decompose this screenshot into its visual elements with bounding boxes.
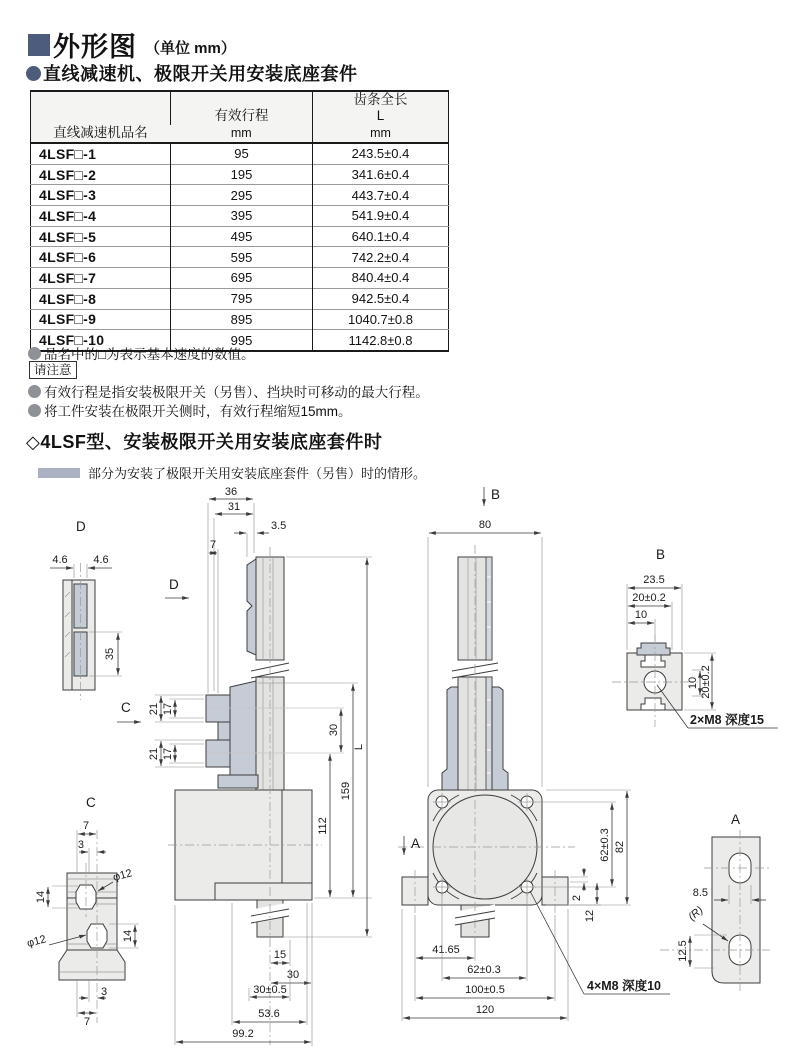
dim-b-20top <box>628 592 672 650</box>
product-name-cell: 4LSF□-2 <box>31 164 171 185</box>
svg-text:41.65: 41.65 <box>432 944 460 956</box>
svg-text:62±0.3: 62±0.3 <box>599 828 611 862</box>
length-cell: 341.6±0.4 <box>313 164 449 185</box>
stroke-cell: 795 <box>171 288 313 309</box>
view-c-label: C <box>86 795 96 810</box>
note-bullet-icon <box>28 404 41 417</box>
svg-text:112: 112 <box>317 817 329 835</box>
col-header-length <box>313 91 449 125</box>
stroke-cell: 895 <box>171 309 313 330</box>
product-name-cell: 4LSF□-6 <box>31 247 171 268</box>
svg-text:17: 17 <box>162 747 174 761</box>
length-cell: 1040.7±0.8 <box>313 309 449 330</box>
stroke-cell: 995 <box>171 330 313 351</box>
front-gib-right <box>492 687 508 790</box>
view-arrow-c <box>117 700 141 722</box>
view-a-label: A <box>731 812 741 827</box>
view-b-label: B <box>656 547 666 562</box>
outline-drawing <box>0 485 792 1062</box>
note-line <box>28 343 255 363</box>
b-tslot-bottom <box>641 698 665 710</box>
table-row <box>31 164 449 185</box>
col-unit-stroke: mm <box>171 125 313 143</box>
svg-text:3.5: 3.5 <box>271 520 287 532</box>
product-name-cell: 4LSF□-9 <box>31 309 171 330</box>
svg-text:3: 3 <box>101 986 108 998</box>
col-unit-length: mm <box>313 125 449 143</box>
svg-text:36: 36 <box>224 486 238 498</box>
svg-text:15: 15 <box>273 949 287 961</box>
table-section-title: 直线减速机、极限开关用安装底座套件 <box>43 64 358 84</box>
svg-text:120: 120 <box>475 1004 495 1016</box>
svg-text:C: C <box>121 700 131 715</box>
dim-c-7bottom <box>77 980 96 1028</box>
dim-main-17b <box>162 744 204 763</box>
svg-text:L: L <box>353 743 365 751</box>
stroke-cell: 495 <box>171 226 313 247</box>
dim-main-112 <box>317 754 330 897</box>
spec-table <box>30 90 449 352</box>
svg-text:10: 10 <box>634 609 648 621</box>
svg-text:14: 14 <box>35 890 47 904</box>
table-row <box>31 268 449 289</box>
note-line <box>28 381 429 401</box>
svg-text:23.5: 23.5 <box>643 574 665 586</box>
note-bullet-icon <box>28 347 41 360</box>
dim-b-10top <box>628 609 655 641</box>
product-name-cell: 4LSF□-1 <box>31 143 171 164</box>
dim-main-7 <box>209 539 218 693</box>
col-header-stroke-label: 有效行程 <box>214 108 269 123</box>
svg-text:21: 21 <box>148 702 160 716</box>
table-row <box>31 247 449 268</box>
length-cell: 243.5±0.4 <box>313 143 449 164</box>
svg-text:4.6: 4.6 <box>52 554 68 566</box>
title-square-icon <box>28 34 50 56</box>
svg-text:30: 30 <box>286 969 300 981</box>
view-front <box>398 487 670 1021</box>
note-text: 有效行程是指安装极限开关（另售）、挡块时可移动的最大行程。 <box>44 385 429 400</box>
front-gib-left <box>442 687 458 790</box>
dim-main-30side <box>328 709 341 752</box>
svg-text:159: 159 <box>340 781 352 801</box>
col-header-length-sub: L <box>376 108 385 123</box>
length-cell: 742.2±0.4 <box>313 247 449 268</box>
dim-main-15 <box>271 940 290 966</box>
spec-table-head <box>31 91 449 143</box>
dim-d-46-right <box>87 554 112 578</box>
length-cell: 541.9±0.4 <box>313 206 449 227</box>
table-row <box>31 143 449 164</box>
page-title: 外形图 <box>53 32 137 62</box>
length-cell: 1142.8±0.8 <box>313 330 449 351</box>
dim-main-30tol <box>249 969 290 1001</box>
length-cell: 942.5±0.4 <box>313 288 449 309</box>
svg-text:10: 10 <box>687 676 699 690</box>
stroke-cell: 595 <box>171 247 313 268</box>
svg-text:4.6: 4.6 <box>93 554 109 566</box>
table-row <box>31 226 449 247</box>
table-row <box>31 309 449 330</box>
svg-text:7: 7 <box>82 820 90 832</box>
svg-text:14: 14 <box>122 929 134 943</box>
col-header-stroke <box>171 91 313 125</box>
dim-c-3top <box>78 839 106 873</box>
col-header-product: 直线减速机品名 <box>31 91 171 143</box>
length-cell: 443.7±0.4 <box>313 185 449 206</box>
svg-text:12.5: 12.5 <box>677 940 689 962</box>
col-header-length-label: 齿条全长 <box>353 92 408 107</box>
page-header <box>28 25 236 64</box>
view-b <box>612 547 778 728</box>
product-name-cell: 4LSF□-5 <box>31 226 171 247</box>
svg-text:φ12: φ12 <box>111 867 134 884</box>
note-text: 将工件安装在极限开关侧时，有效行程缩短15mm。 <box>44 404 352 419</box>
legend-text: 部分为安装了极限开关用安装底座套件（另售）时的情形。 <box>88 466 427 481</box>
svg-text:3: 3 <box>77 839 84 851</box>
table-row <box>31 185 449 206</box>
view-main <box>117 486 372 1046</box>
svg-text:2×M8 深度15: 2×M8 深度15 <box>690 713 764 727</box>
svg-text:21: 21 <box>148 747 160 761</box>
view-d-label: D <box>76 519 86 534</box>
rack-guide-strip <box>247 559 256 655</box>
svg-text:20±0.2: 20±0.2 <box>700 665 712 699</box>
stroke-cell: 95 <box>171 143 313 164</box>
svg-text:80: 80 <box>478 519 492 531</box>
dim-d-46-left <box>50 554 74 578</box>
dim-main-17a <box>162 699 204 718</box>
product-name-cell: 4LSF□-8 <box>31 288 171 309</box>
view-arrow-b <box>484 487 500 506</box>
legend-swatch-icon <box>38 468 80 478</box>
view-arrow-a <box>404 836 420 855</box>
svg-text:30: 30 <box>328 723 340 737</box>
b-rack-cap <box>637 643 670 655</box>
drawing-legend <box>38 463 426 482</box>
stroke-cell: 295 <box>171 185 313 206</box>
view-a <box>660 812 770 991</box>
d-side-plate <box>63 580 72 690</box>
svg-text:17: 17 <box>162 702 174 716</box>
svg-text:99.2: 99.2 <box>232 1028 254 1040</box>
view-arrow-d <box>165 577 189 598</box>
caution-badge: 请注意 <box>29 361 77 379</box>
svg-text:20±0.2: 20±0.2 <box>632 592 666 604</box>
product-name-cell: 4LSF□-3 <box>31 185 171 206</box>
dim-front-12 <box>570 883 601 922</box>
bullet-icon <box>26 66 41 81</box>
b-tslot-top <box>641 655 665 667</box>
switch-mount-base <box>206 681 258 788</box>
svg-text:53.6: 53.6 <box>258 1008 280 1020</box>
svg-text:D: D <box>169 577 179 592</box>
unit-label: （单位 mm） <box>145 40 236 57</box>
stroke-cell: 195 <box>171 164 313 185</box>
svg-text:12: 12 <box>584 909 596 923</box>
callout-front-holes <box>530 891 670 994</box>
table-row <box>31 206 449 227</box>
view-d <box>50 519 122 700</box>
length-cell: 640.1±0.4 <box>313 226 449 247</box>
svg-text:8.5: 8.5 <box>692 887 708 899</box>
note-text: 品名中的□为表示基本速度的数值。 <box>44 347 255 362</box>
dim-front-2 <box>570 868 588 901</box>
note-bullet-icon <box>28 385 41 398</box>
table-section-header <box>26 60 358 86</box>
view-c <box>26 795 139 1028</box>
c-flared-base <box>59 950 125 980</box>
stroke-cell: 695 <box>171 268 313 289</box>
svg-text:7: 7 <box>209 539 217 551</box>
svg-text:31: 31 <box>227 501 241 513</box>
dim-front-62right <box>535 802 616 887</box>
svg-text:35: 35 <box>104 647 116 661</box>
table-row <box>31 288 449 309</box>
svg-text:2: 2 <box>571 894 583 902</box>
svg-text:4×M8 深度10: 4×M8 深度10 <box>587 979 661 993</box>
svg-text:A: A <box>411 836 421 851</box>
svg-text:100±0.5: 100±0.5 <box>465 984 505 996</box>
svg-text:B: B <box>491 487 501 502</box>
svg-text:62±0.3: 62±0.3 <box>467 964 501 976</box>
note-line <box>28 400 352 420</box>
product-name-cell: 4LSF□-4 <box>31 206 171 227</box>
drawing-section-title: ◇4LSF型、安装极限开关用安装底座套件时 <box>26 432 383 452</box>
svg-text:30±0.5: 30±0.5 <box>253 984 287 996</box>
svg-text:7: 7 <box>83 1016 91 1028</box>
svg-text:φ12: φ12 <box>25 933 48 950</box>
dim-main-35rack <box>234 520 286 557</box>
dim-c-3bottom <box>79 980 107 1002</box>
svg-text:82: 82 <box>614 840 626 854</box>
product-name-cell: 4LSF□-7 <box>31 268 171 289</box>
svg-text:(R): (R) <box>686 904 706 924</box>
product-name-cell: 4LSF□-10 <box>31 330 171 351</box>
stroke-cell: 395 <box>171 206 313 227</box>
length-cell: 840.4±0.4 <box>313 268 449 289</box>
